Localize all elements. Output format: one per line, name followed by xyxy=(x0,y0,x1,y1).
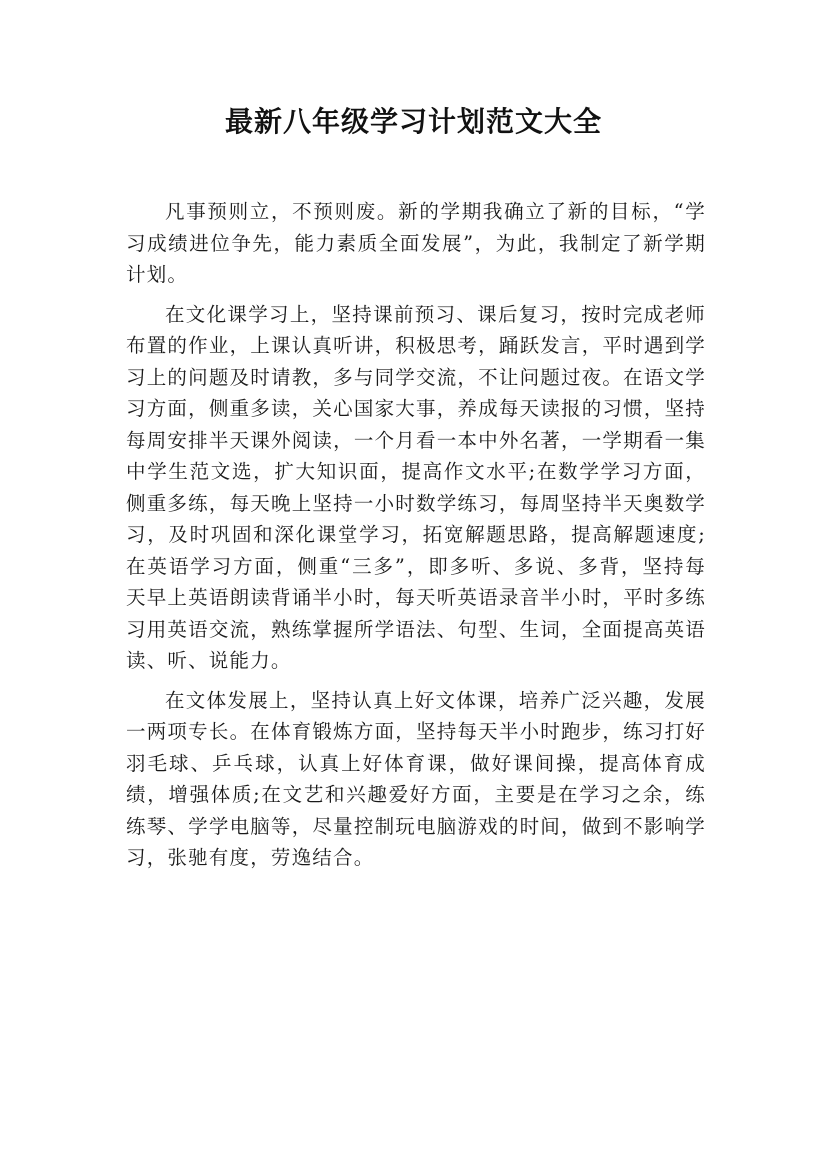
paragraph-sports-arts: 在文体发展上，坚持认真上好文体课，培养广泛兴趣，发展一两项专长。在体育锻炼方面，坚持每天半小时跑步，练习打好羽毛球、乒乓球，认真上好体育课，做好课间操，提高体育成绩，增强体质;在文艺和兴趣爱好方面，主要是在学习之余，练练琴、学学电脑等，尽量控制玩电脑游戏的时间，做到不影响学习，张驰有度，劳逸结合。 xyxy=(126,688,706,869)
paragraph-intro: 凡事预则立，不预则废。新的学期我确立了新的目标，“学习成绩进位争先，能力素质全面发展”，为此，我制定了新学期计划。 xyxy=(126,200,706,286)
document-body xyxy=(126,196,706,882)
paragraph-academic-study: 在文化课学习上，坚持课前预习、课后复习，按时完成老师布置的作业，上课认真听讲，积极思考，踊跃发言，平时遇到学习上的问题及时请教，多与同学交流，不让问题过夜。在语文学习方面，侧重多读，关心国家大事，养成每天读报的习惯，坚持每周安排半天课外阅读，一个月看一本中外名著，一学期看一集中学生范文选，扩大知识面，提高作文水平;在数学学习方面，侧重多练，每天晚上坚持一小时数学练习，每周坚持半天奥数学习，及时巩固和深化课堂学习，拓宽解题思路，提高解题速度;在英语学习方面，侧重“三多”，即多听、多说、多背，坚持每天早上英语朗读背诵半小时，每天听英语录音半小时，平时多练习用英语交流，熟练掌握所学语法、句型、生词，全面提高英语读、听、说能力。 xyxy=(126,302,706,672)
document-title: 最新八年级学习计划范文大全 xyxy=(224,105,602,138)
